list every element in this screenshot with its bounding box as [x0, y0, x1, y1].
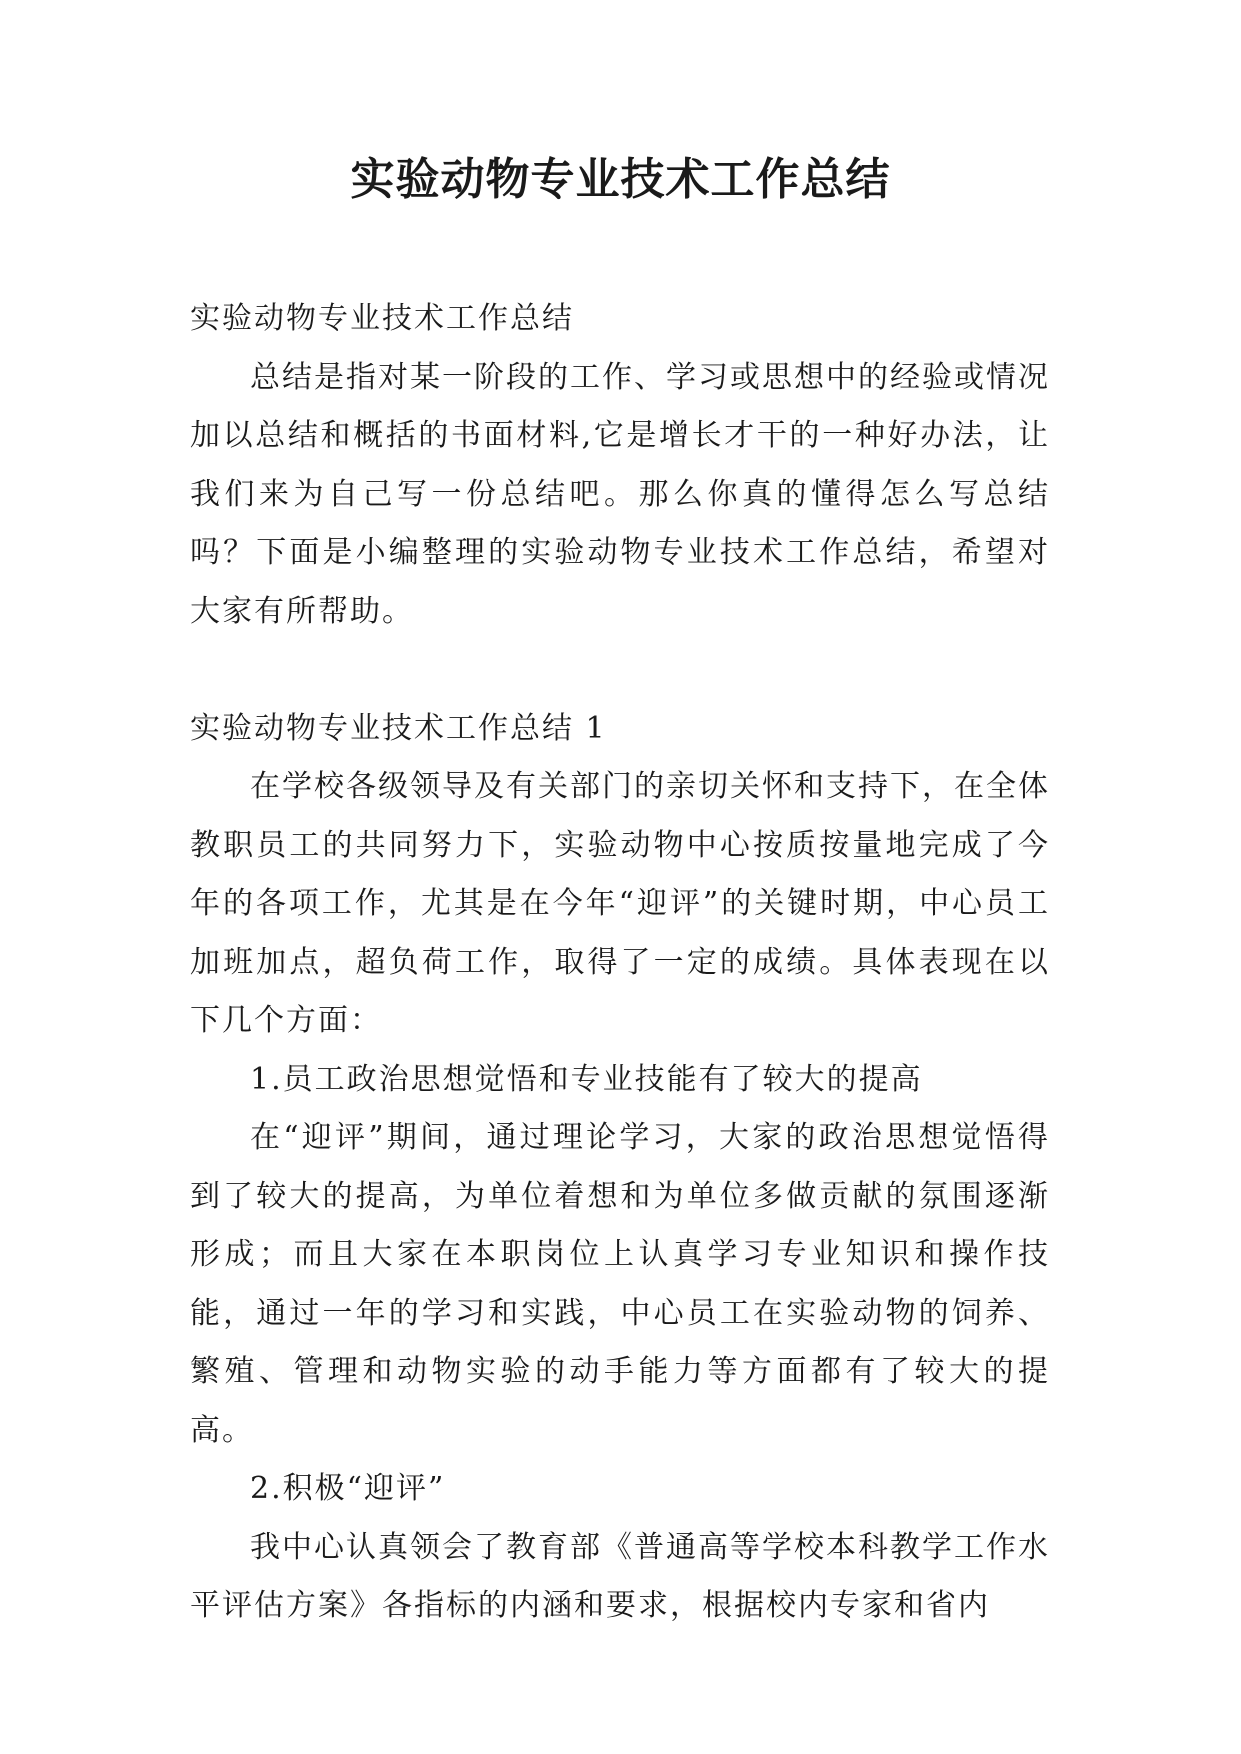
- section-heading-intro: 实验动物专业技术工作总结: [190, 301, 574, 336]
- section-heading-1: 实验动物专业技术工作总结 1: [190, 710, 607, 746]
- subheading-2: 2.积极“迎评”: [250, 1471, 446, 1506]
- document-title: 实验动物专业技术工作总结: [350, 154, 891, 205]
- paragraph-spacer: [190, 641, 1050, 700]
- paragraph-intro: 总结是指对某一阶段的工作、学习或思想中的经验或情况加以总结和概括的书面材料,它是增长才干的一种好办法，让我们来为自己写一份总结吧。那么你真的懂得怎么写总结吗？下面是小编整理的实验动物专业技术工作总结，希望对大家有所帮助。: [190, 359, 1050, 629]
- subheading-1: 1.员工政治思想觉悟和专业技能有了较大的提高: [250, 1061, 923, 1097]
- paragraph-political: 在“迎评”期间，通过理论学习，大家的政治思想觉悟得到了较大的提高，为单位着想和为单位多做贡献的氛围逐渐形成；而且大家在本职岗位上认真学习专业知识和操作技能，通过一年的学习和实践，中心员工在实验动物的饲养、繁殖、管理和动物实验的动手能力等方面都有了较大的提高。: [190, 1120, 1050, 1448]
- paragraph-evaluation: 我中心认真领会了教育部《普通高等学校本科教学工作水平评估方案》各指标的内涵和要求，根据校内专家和省内: [190, 1529, 1050, 1623]
- document-body: [190, 290, 1050, 1636]
- paragraph-overview: 在学校各级领导及有关部门的亲切关怀和支持下，在全体教职员工的共同努力下，实验动物中心按质按量地完成了今年的各项工作，尤其是在今年“迎评”的关键时期，中心员工加班加点，超负荷工作，取得了一定的成绩。具体表现在以下几个方面：: [190, 769, 1050, 1038]
